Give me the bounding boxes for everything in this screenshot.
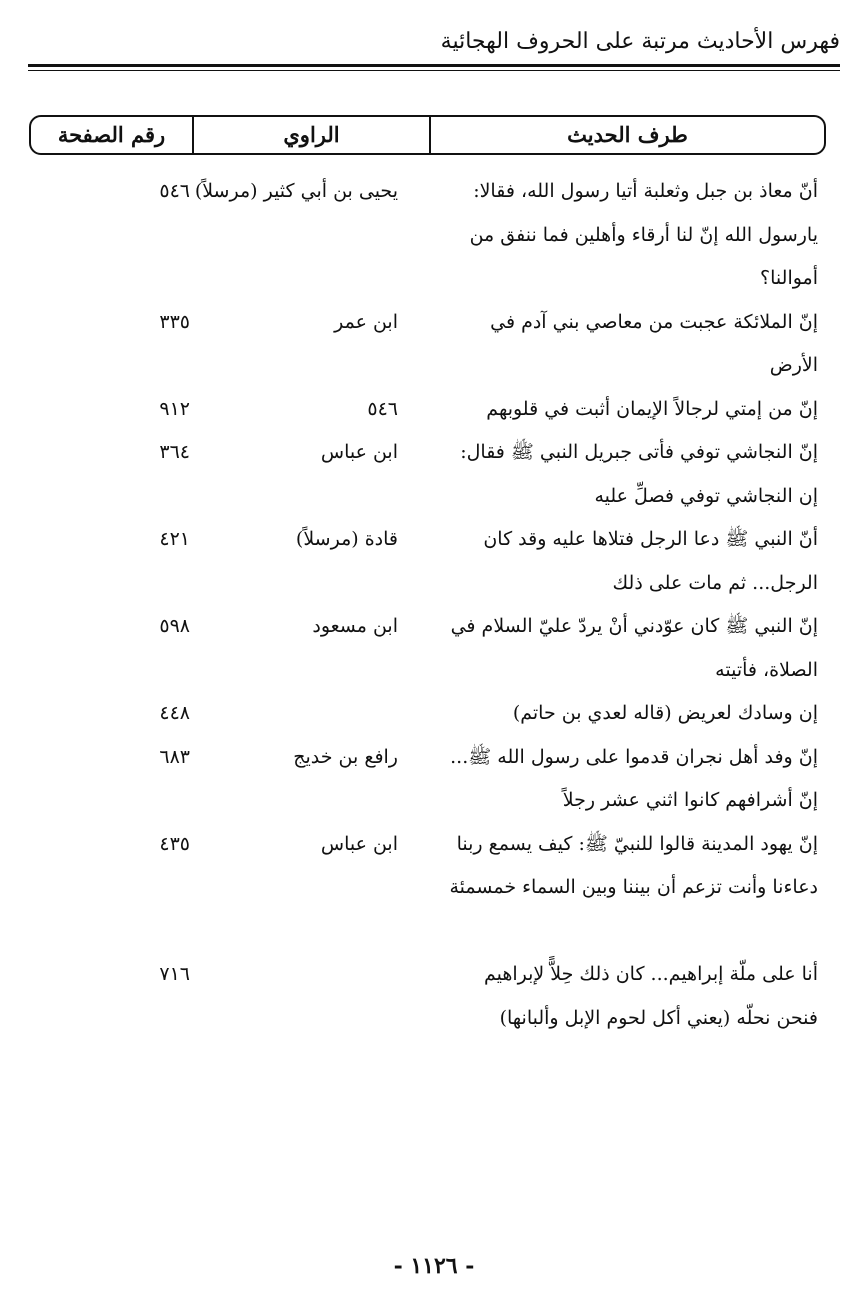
page-ref: ٣٣٥ <box>159 310 190 333</box>
column-header-narrator: الراوي <box>283 122 340 147</box>
hadith-text: إن وسادك لعريض (قاله لعدي بن حاتم) <box>512 702 818 724</box>
column-header-box <box>29 115 826 155</box>
page-ref: ٥٤٦ <box>159 180 190 202</box>
page-ref: ٤٤٨ <box>159 702 190 724</box>
table-row <box>0 736 868 823</box>
narrator: ابن عمر <box>334 310 398 333</box>
hadith-text: إنّ النجاشي توفي فأتى جبريل النبي ﷺ فقال: إن النجاشي توفي فصلِّ عليه <box>460 441 818 507</box>
page-ref: ٥٩٨ <box>159 615 190 637</box>
table-row <box>0 170 868 301</box>
hadith-text: إنّ النبي ﷺ كان عوّدني أنْ يردّ عليّ السلام في الصلاة، فأتيته <box>450 615 818 681</box>
page-ref: ٩١٢ <box>159 397 190 420</box>
hadith-text: أنّ النبي ﷺ دعا الرجل فتلاها عليه وقد كان الرجل... ثم مات على ذلك <box>483 528 818 594</box>
table-row <box>0 692 868 736</box>
page-number: - ١١٢٦ - <box>393 1253 475 1279</box>
page-ref: ٣٦٤ <box>159 441 190 463</box>
table-row <box>0 388 868 432</box>
page-ref: ٤٢١ <box>159 528 190 550</box>
table-row <box>0 953 868 1084</box>
narrator: ابن مسعود <box>312 615 398 637</box>
page-ref: ٦٨٣ <box>159 745 190 768</box>
hadith-text: أنّ معاذ بن جبل وثعلبة أتيا رسول الله، فقالا: يارسول الله إنّ لنا أرقاء وأهلين فما ننفق من أموالنا؟ <box>469 180 818 289</box>
table-row <box>0 301 868 388</box>
narrator: يحيى بن أبي كثير (مرسلاً) <box>194 180 398 202</box>
table-row <box>0 518 868 605</box>
page-ref: ٤٣٥ <box>159 832 190 855</box>
hadith-text: أنا على ملّة إبراهيم... كان ذلك حِلاًّ لإبراهيم فنحن نحلّه (يعني أكل لحوم الإبل وألبانها) <box>483 963 818 1029</box>
table-row <box>0 823 868 954</box>
column-header-page: رقم الصفحة <box>57 122 166 147</box>
hadith-text: إنّ من إمتي لرجالاً الإيمان أثبت في قلوبهم <box>486 397 818 420</box>
hadith-text: إنّ الملائكة عجبت من معاصي بني آدم في الأرض <box>490 310 818 376</box>
hadith-text: إنّ يهود المدينة قالوا للنبيّ ﷺ: كيف يسمع ربنا دعاءنا وأنت تزعم أن بيننا وبين السماء خمسمئة <box>449 832 818 898</box>
table-row <box>0 431 868 518</box>
table-row <box>0 605 868 692</box>
index-table <box>0 170 868 1084</box>
running-header: فهرس الأحاديث مرتبة على الحروف الهجائية <box>440 29 840 54</box>
narrator: قادة (مرسلاً) <box>295 528 398 550</box>
narrator: ٥٤٦ <box>367 397 398 420</box>
hadith-text: إنّ وفد أهل نجران قدموا على رسول الله ﷺ... إنّ أشرافهم كانوا اثني عشر رجلاً <box>450 745 818 811</box>
header-rule-thick <box>28 64 840 67</box>
header-rule-thin <box>28 70 840 71</box>
page-ref: ٧١٦ <box>159 963 190 985</box>
narrator: رافع بن خديج <box>293 745 398 768</box>
column-header-hadith: طرف الحديث <box>567 122 688 147</box>
narrator: ابن عباس <box>320 832 398 855</box>
narrator: ابن عباس <box>320 441 398 463</box>
